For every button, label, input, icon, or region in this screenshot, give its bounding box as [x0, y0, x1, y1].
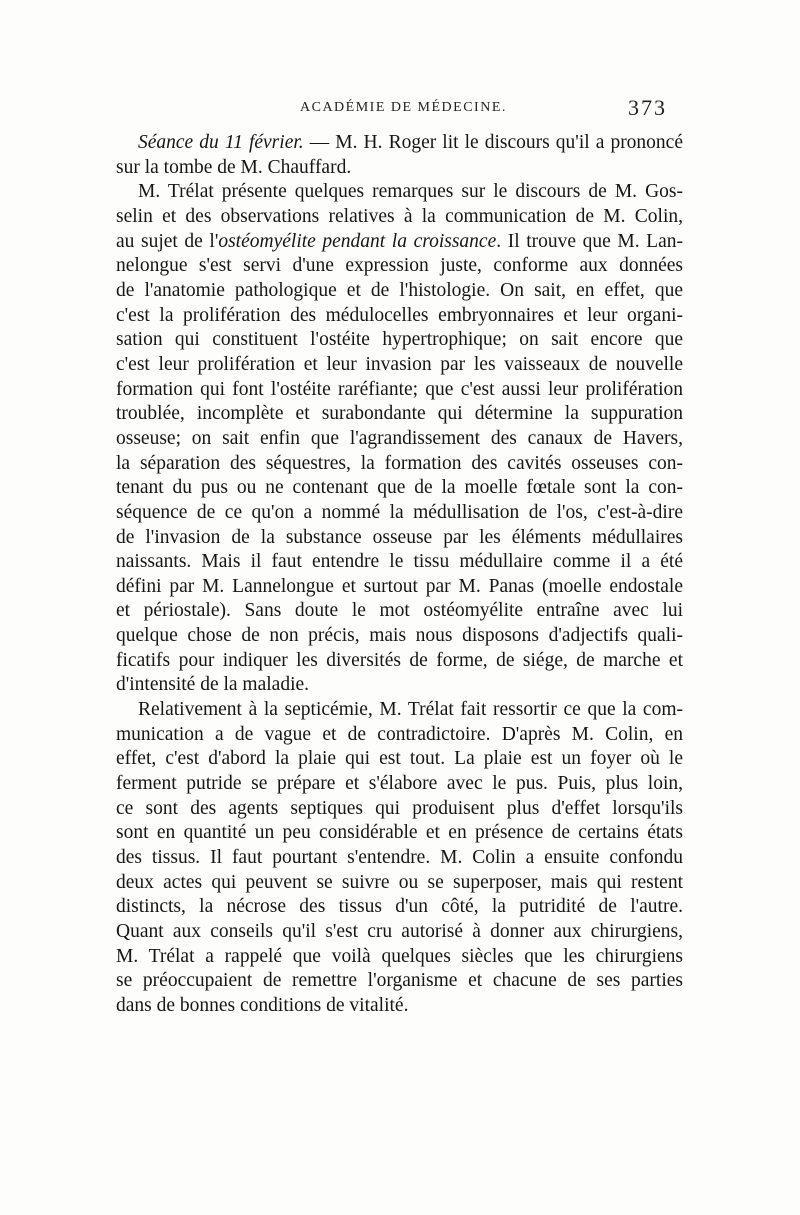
text-line: naissants. Mais il faut entendre le tissu médullaire comme il a été	[116, 551, 683, 573]
running-title: ACADÉMIE DE MÉDECINE.	[300, 100, 507, 115]
text-line: quelque chose de non précis, mais nous disposons d'adjectifs quali-	[116, 625, 683, 647]
text-line: deux actes qui peuvent se suivre ou se superposer, mais qui restent	[116, 871, 683, 893]
paragraph	[116, 131, 683, 180]
text-line: Relativement à la septicémie, M. Trélat fait ressortir ce que la com-	[138, 699, 683, 721]
text-line: ce sont des agents septiques qui produisent plus d'effet lorsqu'ils	[116, 797, 683, 819]
text-line: défini par M. Lannelongue et surtout par M. Panas (moelle endostale	[116, 575, 683, 597]
text-line	[116, 131, 683, 156]
text-line: de l'invasion de la substance osseuse par les éléments médullaires	[116, 526, 683, 548]
text-line: ferment putride se prépare et s'élabore avec le pus. Puis, plus loin,	[116, 773, 683, 795]
text-line: tenant du pus ou ne contenant que de la moelle fœtale sont la con-	[116, 477, 683, 499]
text-line: sont en quantité un peu considérable et en présence de certains états	[116, 822, 683, 844]
text-line: M. Trélat a rappelé que voilà quelques siècles que les chirurgiens	[116, 945, 683, 967]
body-text	[116, 131, 683, 1019]
text-line: M. Trélat présente quelques remarques sur le discours de M. Gos-	[138, 181, 683, 203]
text-line: osseuse; on sait enfin que l'agrandissement des canaux de Havers,	[116, 427, 683, 449]
text-line: de l'anatomie pathologique et de l'histologie. On sait, en effet, que	[116, 279, 683, 301]
text-line: et périostale). Sans doute le mot ostéomyélite entraîne avec lui	[116, 600, 683, 622]
text-line: séquence de ce qu'on a nommé la médullisation de l'os, c'est-à-dire	[116, 501, 683, 523]
line-text: . Il trouve que M. Lan-	[496, 230, 683, 252]
text-line: c'est la prolifération des médulocelles embryonnaires et leur organi-	[116, 304, 683, 326]
page-number: 373	[628, 95, 667, 120]
text-line: sur la tombe de M. Chauffard.	[116, 156, 352, 178]
text-line: nelongue s'est servi d'une expression juste, conforme aux données	[116, 255, 683, 277]
text-line: dans de bonnes conditions de vitalité.	[116, 994, 409, 1016]
text-line	[116, 230, 683, 255]
text-line: formation qui font l'ostéite raréfiante; que c'est aussi leur prolifération	[116, 378, 683, 400]
paragraph	[116, 698, 683, 1019]
paragraph	[116, 180, 683, 698]
text-line: sation qui constituent l'ostéite hypertrophique; on sait encore que	[116, 329, 683, 351]
line-text: — M. H. Roger lit le discours qu'il a prononcé	[303, 132, 683, 153]
text-line: c'est leur prolifération et leur invasion par les vaisseaux de nouvelle	[116, 353, 683, 375]
text-line: effet, c'est d'abord la plaie qui est tout. La plaie est un foyer où le	[116, 748, 683, 770]
text-line: ficatifs pour indiquer les diversités de forme, de siége, de marche et	[116, 649, 683, 671]
line-text: au sujet de l'	[116, 230, 219, 252]
text-line: la séparation des séquestres, la formation des cavités osseuses con-	[116, 452, 683, 474]
text-line: troublée, incomplète et surabondante qui détermine la suppuration	[116, 403, 683, 425]
text-line: se préoccupaient de remettre l'organisme et chacune de ses parties	[116, 970, 683, 992]
text-line: selin et des observations relatives à la communication de M. Colin,	[116, 205, 683, 227]
text-line: Quant aux conseils qu'il s'est cru autorisé à donner aux chirurgiens,	[116, 921, 683, 942]
italic-text: Séance du 11 février.	[138, 132, 304, 153]
italic-text: ostéomyélite pendant la croissance	[218, 230, 497, 252]
text-line: des tissus. Il faut pourtant s'entendre. M. Colin a ensuite confondu	[116, 847, 683, 869]
text-line: munication a de vague et de contradictoire. D'après M. Colin, en	[116, 723, 683, 745]
text-line: distincts, la nécrose des tissus d'un côté, la putridité de l'autre.	[116, 896, 683, 918]
text-line: d'intensité de la maladie.	[116, 674, 310, 696]
